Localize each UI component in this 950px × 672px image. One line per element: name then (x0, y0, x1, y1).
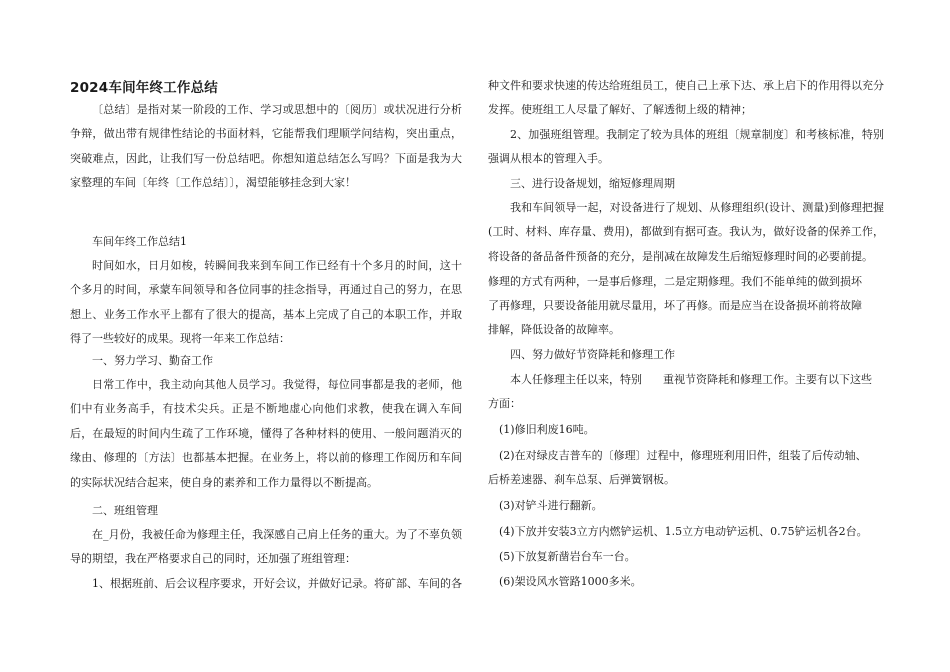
list-item-6: (6)架设风水管路1000多米。 (499, 575, 642, 588)
paragraph-4-continued: 种文件和要求快速的传达给班组员工，使自己上承下达、承上启下的作用得以充分发挥。使班组工人尽量了解好、了解透彻上级的精神； (488, 79, 884, 117)
paragraph-7-line-3: 排解，降低设备的故障率。 (488, 323, 620, 336)
paragraph-1: 时间如水，日月如梭，转瞬间我来到车间工作已经有十个多月的时间，这十个多月的时间，承蒙车间领导和各位同事的挂念指导，再通过自己的努力，在思想上、业务工作水平上都有了很大的提高，基本上完成了自己的本职工作，并取得了一些较好的成果。现将一年来工作总结： (70, 259, 462, 346)
section-title: 车间年终工作总结1 (92, 235, 187, 248)
paragraph-4: 1、根据班前、后会议程序要求，开好会议，并做好记录。将矿部、车间的各 (92, 577, 462, 590)
paragraph-8-line-1a: 本人任修理主任以来，特别 (510, 373, 642, 386)
paragraph-8-line-2: 方面： (488, 397, 521, 410)
paragraph-8-line-1b: 重视节资降耗和修理工作。主要有以下这些 (663, 373, 872, 386)
list-item-2-line-2: 后桥差速器、刹车总泵、后弹簧钢板。 (488, 473, 675, 486)
paragraph-7-line-1: 修理的方式有两种，一是事后修理，二是定期修理。我们不能单纯的做到损坏 (488, 275, 862, 288)
heading-3: 三、进行设备规划，缩短修理周期 (510, 177, 675, 190)
paragraph-7-line-2: 了再修理，只要设备能用就尽量用，坏了再修。而是应当在设备损坏前将故障 (488, 299, 862, 312)
paragraph-2: 日常工作中，我主动向其他人员学习。我觉得，每位同事都是我的老师，他们中有业务高手，有技术尖兵。正是不断地虚心向他们求教，使我在调入车间后，在最短的时间内生疏了工作环境，懂得了各种材料的使用、一般问题消灭的缘由、修理的〔方法〕也都基本把握。在业务上，将以前的修理工作阅历和车间的实际状况结合起来，使自身的素养和工作力量得以不断提高。 (70, 378, 462, 489)
list-item-2-line-1: (2)在对绿皮吉普车的〔修理〕过程中，修理班利用旧件，组装了后传动轴、 (499, 449, 867, 462)
paragraph-6: 我和车间领导一起，对设备进行了规划、从修理组织(设计、测量)到修理把握(工时、材料、库存量、费用)，都做到有据可查。我认为，做好设备的保养工作，将设备的备品备件预备的充分，是削减在故障发生后缩短修理时间的必要前提。 (488, 201, 884, 263)
list-item-5: (5)下放复新凿岩台车一台。 (499, 550, 636, 563)
heading-2: 二、班组管理 (92, 504, 158, 517)
list-item-4: (4)下放并安装3立方内燃铲运机、1.5立方电动铲运机、0.75铲运机各2台。 (499, 525, 868, 538)
intro-paragraph: 〔总结〕是指对某一阶段的工作、学习或思想中的〔阅历〕或状况进行分析争辩，做出带有规律性结论的书面材料，它能帮我们理顺学问结构，突出重点，突破难点，因此，让我们写一份总结吧。你想知道总结怎么写吗？下面是我为大家整理的车间〔年终〔工作总结〕〕，渴望能够挂念到大家！ (70, 103, 462, 190)
document-title: 2024车间年终工作总结 (70, 80, 218, 96)
paragraph-3: 在_月份，我被任命为修理主任，我深感自己肩上任务的重大。为了不辜负领导的期望，我在严格要求自己的同时，还加强了班组管理： (70, 528, 462, 566)
heading-4: 四、努力做好节资降耗和修理工作 (510, 348, 675, 361)
list-item-3: (3)对铲斗进行翻新。 (499, 499, 603, 512)
heading-1: 一、努力学习、勤奋工作 (92, 354, 213, 367)
paragraph-5: 2、加强班组管理。我制定了较为具体的班组〔规章制度〕和考核标准，特别强调从根本的管理入手。 (488, 128, 884, 166)
list-item-1: (1)修旧利废16吨。 (499, 423, 595, 436)
